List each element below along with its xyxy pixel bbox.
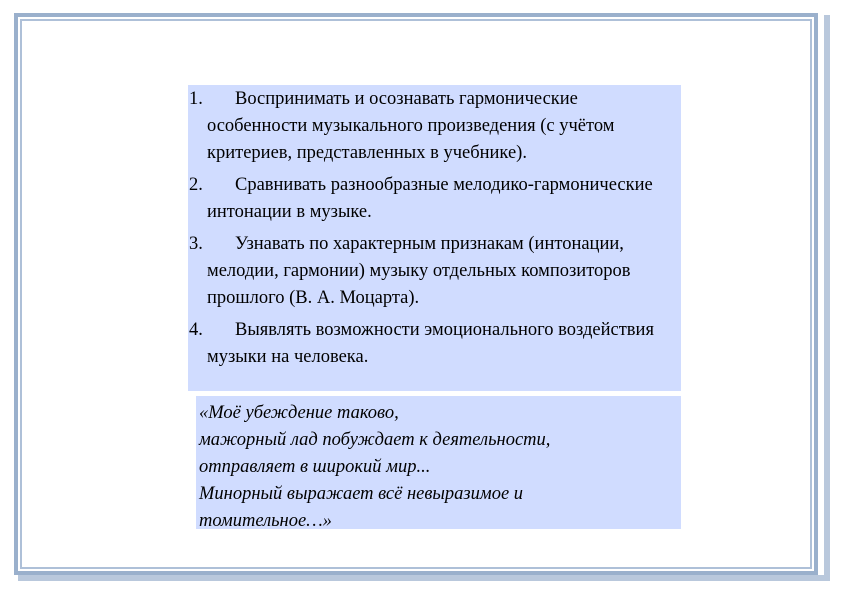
- quote-line-1: «Моё убеждение таково,: [199, 403, 399, 423]
- goal-number: 1.: [189, 89, 203, 109]
- quote-line-4: Минорный выражает всё невыразимое и: [199, 484, 524, 504]
- goal-text: Узнавать по характерным признакам (интонации, мелодии, гармонии) музыку отдельных композиторов прошлого (В. А. Моцарта).: [207, 234, 631, 308]
- goal-text: Выявлять возможности эмоционального воздействия музыки на человека.: [207, 320, 654, 367]
- goal-number: 3.: [189, 234, 203, 254]
- goal-item-2: [188, 172, 668, 226]
- goals-list: [188, 86, 668, 376]
- frame-shadow-bottom: [18, 575, 830, 581]
- goal-item-4: [188, 317, 668, 371]
- goal-text: Воспринимать и осознавать гармонические особенности музыкального произведения (с учётом критериев, представленных в учебнике).: [207, 89, 615, 163]
- goal-text: Сравнивать разнообразные мелодико-гармонические интонации в музыке.: [207, 175, 653, 222]
- quote-line-3: отправляет в широкий мир...: [199, 457, 431, 477]
- goal-number: 2.: [189, 175, 203, 195]
- goal-item-1: [188, 86, 668, 167]
- quote-line-2: мажорный лад побуждает к деятельности,: [199, 430, 551, 450]
- quote-line-5: томительное…»: [199, 511, 332, 531]
- mozart-quote: [199, 400, 677, 535]
- goal-number: 4.: [189, 320, 203, 340]
- frame-shadow-right: [824, 15, 830, 579]
- goal-item-3: [188, 231, 668, 312]
